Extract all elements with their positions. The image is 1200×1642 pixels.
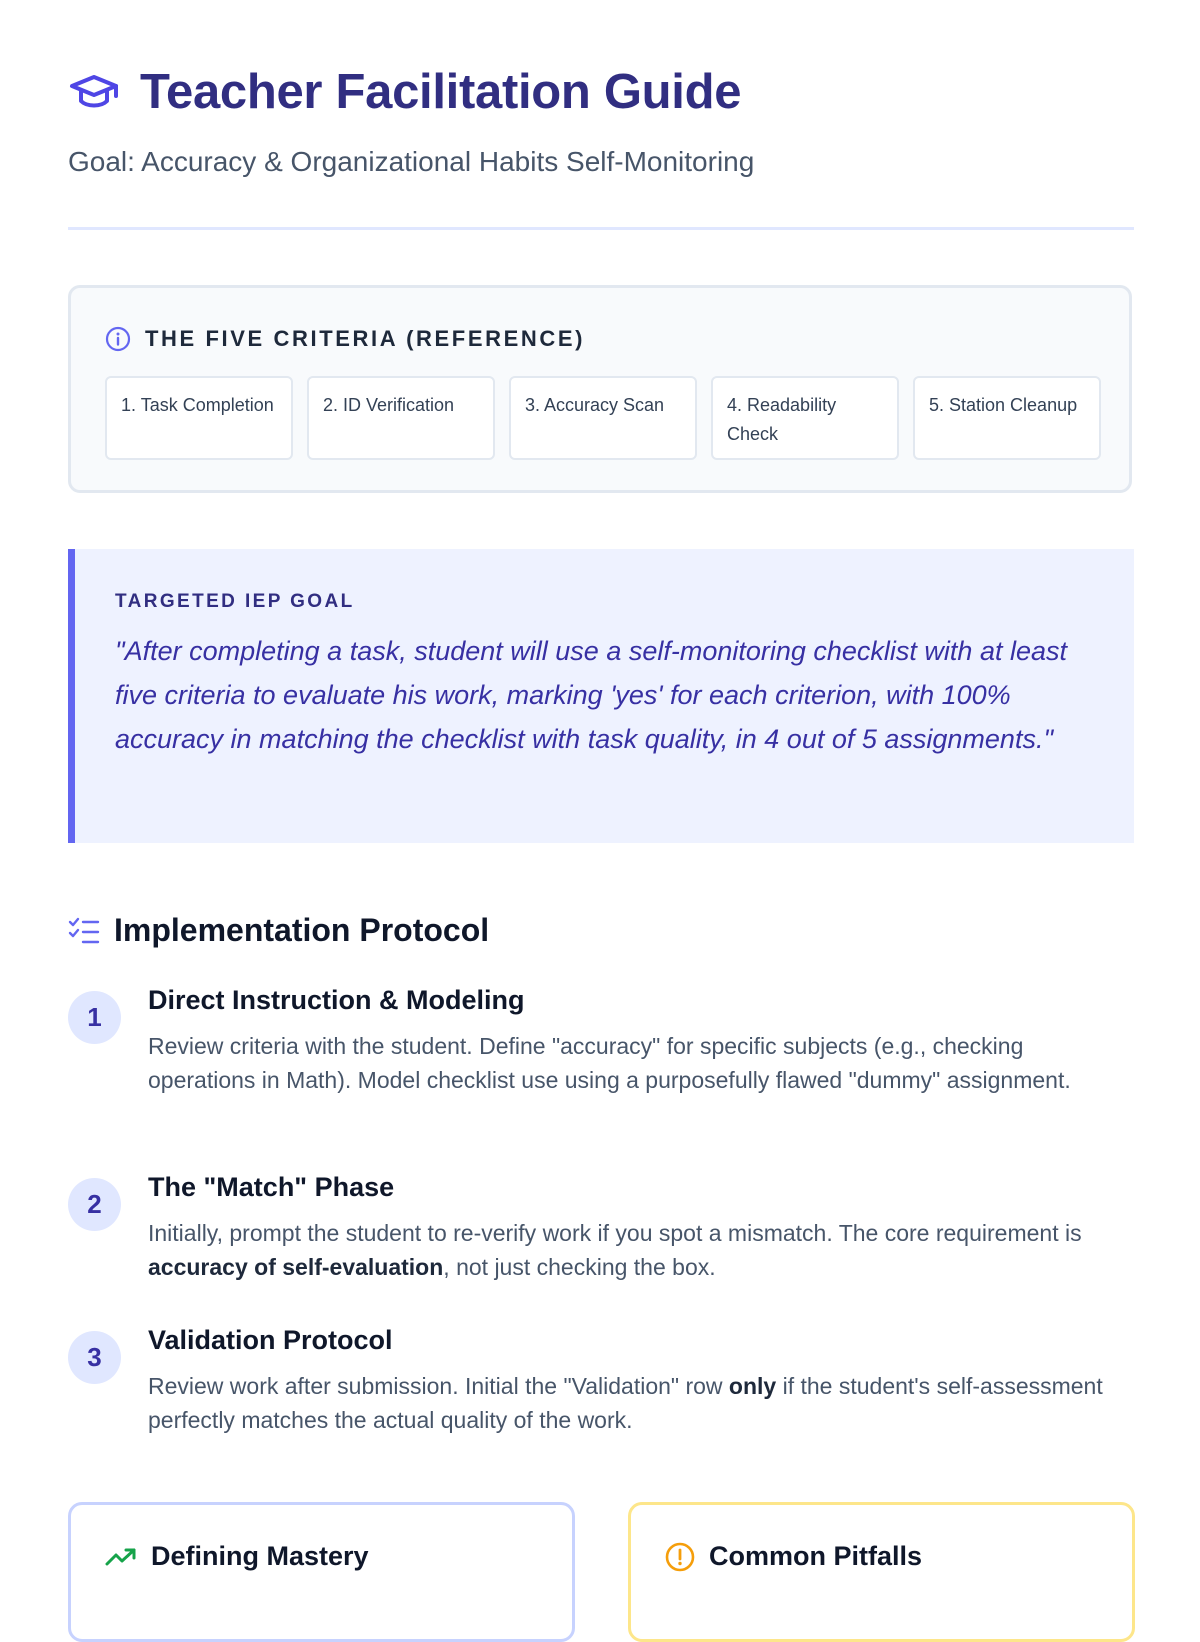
step-description-emphasis: accuracy of self-evaluation (148, 1254, 444, 1280)
card-header (105, 1541, 369, 1572)
implementation-title: Implementation Protocol (114, 912, 490, 948)
step-description-text: , not just checking the box. (443, 1254, 716, 1280)
checklist-icon (68, 917, 100, 945)
defining-mastery-card (68, 1502, 575, 1642)
step-number-badge: 3 (68, 1331, 121, 1384)
iep-goal-label: TARGETED IEP GOAL (115, 591, 355, 612)
graduation-cap-icon (68, 72, 120, 112)
criteria-reference-card (68, 285, 1132, 493)
step-description (148, 1369, 1108, 1437)
step-description-text: Initially, prompt the student to re-verify work if you spot a mismatch. The core requirement is (148, 1220, 1082, 1246)
iep-goal-quote: "After completing a task, student will use a self-monitoring checklist with at least five criteria to evaluate his work, marking 'yes' for each criterion, with 100% accuracy in matching the checklist with task quality, in 4 out of 5 assignments." (115, 636, 1068, 754)
iep-goal-callout (68, 549, 1134, 843)
step-description-text: if the student's self-assessment perfectly matches the actual quality of the work. (148, 1373, 1103, 1433)
step-title: The "Match" Phase (148, 1172, 395, 1202)
header-divider (68, 227, 1134, 230)
info-icon (105, 326, 131, 352)
criteria-list (105, 376, 1101, 460)
page-title: Teacher Facilitation Guide (140, 65, 742, 119)
criterion-item: 2. ID Verification (307, 376, 495, 460)
step-description (148, 1216, 1108, 1284)
card-title: Common Pitfalls (709, 1541, 923, 1571)
page-subtitle: Goal: Accuracy & Organizational Habits Self-Monitoring (68, 146, 755, 177)
criterion-item: 3. Accuracy Scan (509, 376, 697, 460)
alert-circle-icon (665, 1542, 695, 1572)
step-title: Direct Instruction & Modeling (148, 985, 525, 1015)
card-title: Defining Mastery (151, 1541, 369, 1571)
step-number-badge: 1 (68, 991, 121, 1044)
criterion-item: 5. Station Cleanup (913, 376, 1101, 460)
step-description-text: Review work after submission. Initial the "Validation" row (148, 1373, 729, 1399)
criterion-item: 1. Task Completion (105, 376, 293, 460)
implementation-heading (68, 912, 489, 949)
criteria-heading (105, 326, 585, 352)
step-number-badge: 2 (68, 1178, 121, 1231)
trending-up-icon (105, 1546, 137, 1568)
criteria-heading-label: THE FIVE CRITERIA (REFERENCE) (145, 326, 586, 351)
common-pitfalls-card (628, 1502, 1135, 1642)
criterion-item: 4. Readability Check (711, 376, 899, 460)
card-header (665, 1541, 922, 1572)
page-header (68, 64, 741, 120)
step-description: Review criteria with the student. Define "accuracy" for specific subjects (e.g., checking operations in Math). Model checklist use using a purposefully flawed "dummy" assignment. (148, 1033, 1071, 1093)
step-title: Validation Protocol (148, 1325, 393, 1355)
step-description-emphasis: only (728, 1373, 777, 1399)
